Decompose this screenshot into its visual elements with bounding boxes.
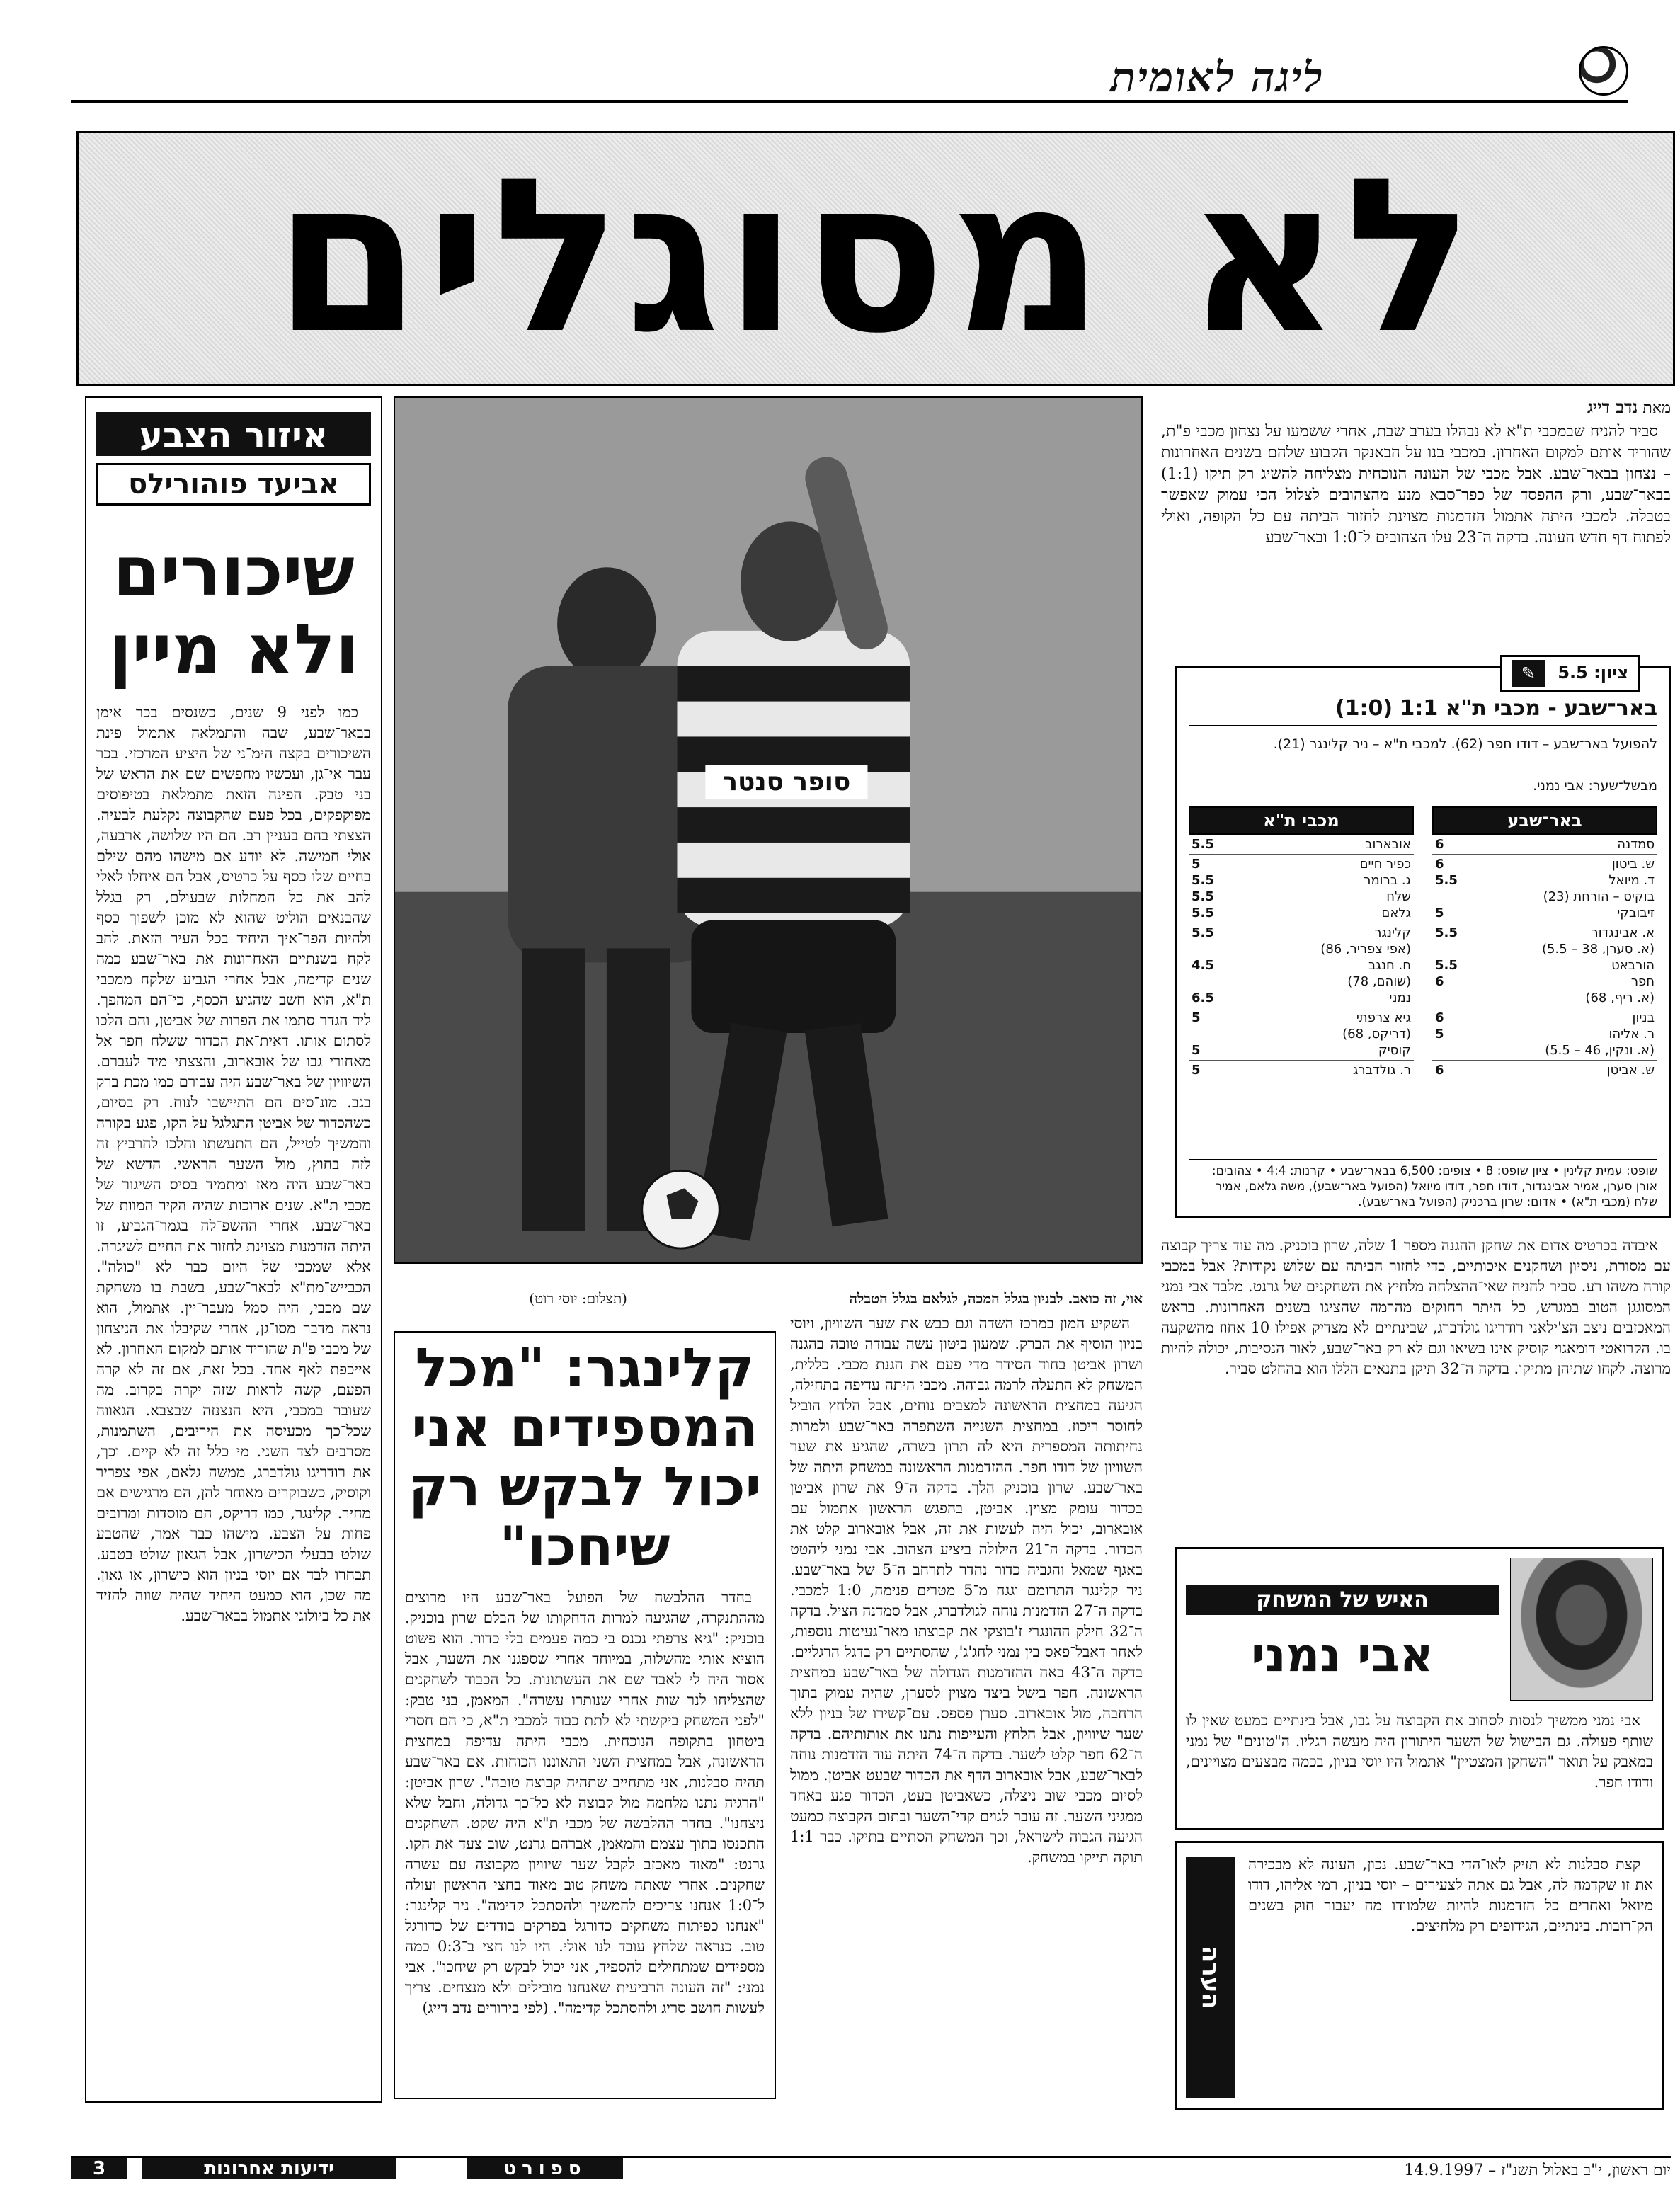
player-name: אבי נמני: [1251, 1628, 1434, 1682]
quotes-headline: קלינגר: "מכל המספידים אני יכול לבקש רק שיחכו": [408, 1336, 762, 1577]
player-grade: 5 5.5 5.5 5.5: [1192, 857, 1214, 920]
player-grade: 5.5 5.5 6: [1435, 925, 1458, 989]
player-name: ר. גולדברג: [1353, 1063, 1411, 1078]
match-notes: שופט: עמית קלינין • ציון שופט: 8 • צופים: 6,500 בבאר־שבע • קרנות: 4:4 • צהובים: אורן סערן, אמיר אבינגדור, דודו חפר, דודו מיואל (הפועל באר־שבע), משה גלאם, אמיר שלח (מכבי ת"א) • אדום: שרון ברכניק (הפועל באר־שבע).: [1189, 1159, 1657, 1210]
home-team-name: באר־שבע: [1432, 806, 1657, 835]
grade-label: ציון: 5.5: [1558, 663, 1628, 683]
player-paragraph: אבי נמני ממשיך לנסות לסחוב את הקבוצה על גבו, אבל בינתיים כמעט שאין לו שותף פעולה. גם הבישול של השער היתורון היה מעשה רגליו. ה"טונים" של נמני במאבק על תואר "השחקן המצטיין" אתמול היו יוסי בניון, בכמה מבצעים מצויינים, ודודו חפר.: [1186, 1712, 1653, 1791]
match-report: [790, 1313, 1143, 1871]
roster-row: [1189, 855, 1414, 923]
player-grade: 5.5 4.5 6.5: [1192, 925, 1214, 1005]
player-grade: 5 5: [1192, 1010, 1201, 1058]
quotes-box: [394, 1331, 776, 2099]
footer-date: יום ראשון, י"ב באלול תשנ"ז – 14.9.1997: [1404, 2162, 1671, 2179]
column-paragraph: כמו לפני 9 שנים, כשנסים בכר אימן בבאר־שבע, שבה והתמלאה אתמול פינת השיכורים בקצה הימ־ני של היציע המרכזי. בכר עבר אי־גן, ועכשיו מחפשים שם את הראש של בני טבק. הפינה הזאת מתמלאת בטיפוסים מפוקפקים, בכל פעם שהקבוצה נקלעת לבעיה. הצצתי בהם בעניין רב. הם היו שלושה, ארבעה, אולי חמישה. לא יודע אם מישהו מהם שילם בחיים שלו כסף על כרטיס, אבל הם איחלו לאלי להב את כל המחלות שבעולם, רק בגלל שהבנאים הוליט שהוא לא מוכן לשפוך כסף ולהיות הפר־איך היחיד בכל העיר הזאת. להב לקח בשנתיים האחרונות את באר־שבע כמה שנים קדימה, אבל אחרי הגביע שלקח ממכבי ת"א, הוא חשב שהגיע הכסף, כי־הם המהפך. ליד הגדר סתמו את הפרות של אביטן, והם הלכו לסתום אותו. דאית־את הכדור ששלח חפר אל מאחורי גבו של אובארוב, והצצתי מיד לעברם. השיוויון של באר־שבע היה עבורם כמו מכת ברק בגב. מונ־סים הם התיישבו לנוח. רק בסיום, כשהכדור של אביטן התגלגל על הקו, פגע בקורה והמשיך לטייל, הם התעשתו והלכו להרביץ זה לזה בחוץ, מול השער הראשי. הדשא של באר־שבע היה מאז ומתמיד בסיס השיגור של מכבי ת"א. שנים ארוכות שהיה הקיר המוות של באר־שבע. אחרי ההשפ־לה בגמר־הגביע, זו היתה הזדמנות מצוינת לחזור את החיים לשיגרה. אלא שמכבי של היום כבר לא "כולה". הכבייש־מת"א לבאר־שבע, בשבת בו משחקת שם מכבי, היה סמל מעבר־יין. אתמול, הוא נראה מדבר מסו־גן, אחרי שקיבלו את הניצחון של מכבי פ"ת שהוריד אותם למקום האחרון. לא אייכפת לאף אחד. בכל זאת, אם זה לא קרה הפעם, קשה לראות שזה יקרה בקרוב. מה שעובר במכבי, היא הנצנזה שבצבא. הגאווה שכל־כך מכעיסה את היריבים, השתמנות, מסרבים לצד השני. מי כלל זה לא קיים. וכך, את רודריגו גולדברג, ממשה גלאם, אפי צפריר וקוסיק, כשבוקרים מאוחר להן, הם מרגישים אם מחיר. קלינגר, כמו דריקס, הם מוסדות ומרובים פחות על הצבע. מישהו כבר אמר, שהטבע שולט בבעלי הכישרון, אבל הגאון שולט בטבע. תבחרו לבד אם יוסי בניון הוא כישרון, או גאון. מה שכן, הוא כמעט היחיד שהיה שווה להזיד את כל ביולוגי אתמול בבאר־שבע.: [96, 704, 371, 1624]
player-name: סמדנה: [1617, 837, 1655, 852]
intro-paragraph: סביר להניח שבמכבי ת"א לא נבהלו בערב שבת, אחרי ששמעו על נצחון מכבי פ"ת, שהוריד אותם למקום האחרון. במכבי בנו על הבאנקר הקבוע שלהם בשנים האחרונות – נצחון בבאר־שבע. אבל מכבי של העונה הנוכחית מצליחה להשיג רק תיקו (1:1) בבאר־שבע, ורק ההפסד של כפר־סבא מנע מהצהובים לצלול הכי עמוק שאפשר בטבלה. למכבי היתה אתמול הזדמנות מצוינת לחזור הביתה עם כל הקופה, ואולי לפתוח דף חדש העונה. בדקה ה־23 עלו הצהובים ל־1:0 ובאר־שבע: [1161, 423, 1671, 547]
article-intro: [1161, 421, 1671, 552]
headline-banner: [76, 131, 1675, 386]
footer-page-number: 3: [71, 2158, 127, 2179]
footer-paper-name: ידיעות אחרונות: [142, 2158, 396, 2179]
article-continuation: [1161, 1236, 1671, 1382]
match-photo-illustration: [395, 398, 1141, 1262]
player-photo: [1510, 1558, 1653, 1701]
soccer-ball-icon: [1579, 46, 1628, 96]
match-goals: להפועל באר־שבע – דודו חפר (62). למכבי ת"א – ניר קלינגר (21).: [1273, 736, 1657, 752]
player-name: ש. ביטון ד. מיואל בוקיס – הורחת (23) זיבובקי: [1543, 857, 1655, 920]
match-summary-box: [1175, 663, 1671, 1218]
game-grade: [1500, 655, 1640, 692]
player-text: [1186, 1711, 1653, 1796]
player-name: א. אבינגדור (א. סערן, 38 – 5.5) הורבאט חפר (א. ריף, 68): [1542, 925, 1655, 1005]
quotes-paragraph: בחדר ההלבשה של הפועל באר־שבע היו מרוצים מההתנקרה, שהגיעה למרות הדחקותו של הבלם שרון בוכניק. בוכניק: "גיא צרפתי נכנס בי כמה פעמים בלי כדור. הוא פשוט הוציא אותי מהשלוה, במיוחד אחרי שספגנו את השער, אבל אסור היה לי לאבד שם את העשתונות. כל הכבוד לשחקנים שהצליחו לנר שות אחרי שנותרו עשרה". המאמן, בני טבק: "לפני המשחק ביקשתי לא לתת כבוד למכבי ת"א, כי הם חסרי ביטחון בתקופה הנוכחית. מכבי היתה עדיפה במחצית הראשונה, אבל במחצית השני התאוננו הכוחות. אם באר־שבע תהיה סבלנות, אני מתחייב שתהיה קבוצה טובה". שרון אביטן: "הרגיה נתנו מלחמה מול קבוצה לא כל־כך גדולה, וחבל שלא ניצחנו". בחדר ההלבשה של מכבי ת"א היה שקט. השחקנים התכנסו בתוך עצמם והמאמן, אברהם גרנט, שוב צעד את הקו. גרנט: "מאוד מאכזב לקבל שער שיוויון מקבוצה עם עשרה שחקנים. אחרי שאתה משחק טוב מאוד בחצי הראשון ועולה ל־1:0 אנחנו צריכים להמשיך ולהסתכל קדימה". ניר קלינגר: "אנחנו כפיתוח משחקים כדורגל בפרקים בודדים של כדורגל טוב. כנראה שלחץ עובד לנו אולי. היו לנו חצי ב־0:3 כמה מספידים שמתחילים להספיד, אני יכול לבקש רק שיחכו". אבי נמני: "זה העונה הרביעית שאנחנו מובילים ולא מנצחים. צריך לעשות חושב סריג ולהסתכל קדימה". (לפי בירורים נדב דייג): [405, 1589, 765, 2016]
player-of-match-label: האיש של המשחק: [1186, 1585, 1499, 1615]
player-name: ש. אביטן: [1606, 1063, 1655, 1078]
roster-row: [1189, 923, 1414, 1008]
column-author: אביעד פוהורילס: [96, 463, 371, 506]
photo-caption: אוי, זה כואב. לבניון בגלל המכה, לגלאם בגלל הטבלה: [849, 1290, 1143, 1307]
roster-row: [1189, 1008, 1414, 1061]
match-title: באר־שבע - מכבי ת"א 1:1 (1:0): [1189, 696, 1657, 726]
player-name: בניון ר. אליהו (א. ונקין, 46 – 5.5): [1545, 1010, 1655, 1058]
whistle-icon: ✎: [1512, 660, 1545, 687]
roster-row: [1432, 1061, 1657, 1080]
roster-row: [1432, 835, 1657, 855]
match-assist: מבשל־שער: אבי נמני.: [1533, 778, 1657, 794]
home-team-roster: [1432, 806, 1657, 1080]
league-title: ליגה לאומית: [1110, 53, 1324, 101]
player-grade: 6: [1435, 837, 1444, 852]
byline: [1161, 396, 1671, 418]
player-grade: 6 5.5 5: [1435, 857, 1458, 920]
color-zone-column: [85, 396, 382, 2103]
player-grade: 5.5: [1192, 837, 1214, 852]
note-paragraph: קצת סבלנות לא תזיק לאו־הדי באר־שבע. נכון, העונה לא מבכירה את זו שקדמה לה, אבל גם אתה לצעירים – יוסי בניון, רמי אליהו, דודו מיואל ואחרים כל הזדמנות להיות שלמוודו מה יעבור חוק בשנים הק־רובות. בינתיים, הגידופים רק מלחיצים.: [1248, 1856, 1653, 1934]
player-name: אובארוב: [1365, 837, 1411, 852]
roster-row: [1432, 1008, 1657, 1061]
column-title: איזור הצבע: [96, 412, 371, 456]
shirt-sponsor: סופר סנטר: [722, 767, 851, 797]
byline-prefix: מאת: [1642, 399, 1671, 417]
column-headline: שיכורים ולא מיין: [108, 532, 359, 689]
article-paragraph: איבדה בכרטיס אדום את שחקן ההגנה מספר 1 שלה, שרון בוכניק. מה עוד צריך קבוצה עם מסורת, ניסיון ושחקנים איכותיים, כדי לחזור הביתה עם שלוש נקודות? אבל במכבי קורה משהו רע. סביר להניח שאי־ההצלחה מלחיץ את השחקנים של גרנט. מלבד אבי נמני המסוגגן הטוב במגרש, כל היתר רחוקים מהרמה שהציגו בשנים האחרונות. בראש המאכזבים ניצב הצ'ילאני רודריגו גולדברג, שבינתיים לא מצדיק אפילו 10 אחוז מהשקעה בו. הקרואטי דומאגוי קוסיק אינו בשיאו וגם לא רק באר־שבע, לאור הנסיבות, יכולה להיות מרוצה. לקחו שתיהן מתיקו. בדקה ה־32 תיקן בתנאים הללו הוא בהחלט סביר.: [1161, 1237, 1671, 1377]
note-tag: הערה: [1186, 1857, 1235, 2098]
away-team-roster: [1189, 806, 1414, 1080]
player-grade: 6: [1435, 1063, 1444, 1078]
byline-author: נדב דייג: [1587, 396, 1638, 417]
player-name: כפיר חיים ג. ברומר שלח גלאם: [1359, 857, 1411, 920]
player-of-match-box: [1175, 1547, 1664, 1830]
player-name: גיא צרפתי (דריקס, 68) קוסיק: [1342, 1010, 1411, 1058]
note-box: [1175, 1841, 1664, 2110]
player-grade: 5: [1192, 1063, 1201, 1078]
away-team-name: מכבי ת"א: [1189, 806, 1414, 835]
player-name: קלינגר (אפי צפריר, 86) ח. חנגב (שוהם, 78) נמני: [1320, 925, 1411, 1005]
main-headline: לא מסוגלים: [273, 133, 1478, 380]
report-paragraph: השקיע המון במרכז השדה וגם כבש את שער השוויון, ויוסי בניון הוסיף את הברק. שמעון ביטון עשה עבודה טובה בהגנה ושרון אביטן בחוד הסידר מדי פעם את הגנת מכבי. כללית, המשחק לא התעלה לרמה גבוהה. מכבי היתה עדיפה בתחילה, הגיעה במחצית הראשונה למצבים נוחים, אבל הלחץ הוביל לחוסר ריכוז. במחצית השנייה השתפרה באר־שבע ולמרות נחיתותה המספרית היא לה תרון בשרה, שהגיע את שער השוויון של דודו חפר. ההזדמנות הראשונה במשחק היתה של באר־שבע. שרון בוכניק הלך. בדקה ה־9 את שרון אביטן בכדור עומק מצוין. אביטן, בהפגש הראשון אתמול עם אובארוב, יכול היה לעשות את זה, אבל אובארוב קלט את הכדור. בדקה ה־21 הילולה ביציע הצהוב. אבי נמני ליהטט באגף שמאל והגביה כדור נהדר לתרחב ה־5 של באר־שבע. ניר קלינגר התרומם וגגח מ־5 מטרים פנימה, 1:0 למכבי. בדקה ה־27 הזדמנות נוחה לגולדברג, אבל סמדנה הציל. בדקה ה־32 חילק ההונגרי ז'בוצקי את קבוצתו מאר־געיטות נוספות, לאחר דאבל־פאס בין נמני לחג'ג', שהסתיים רק בדגל הרגליים. בדקה ה־43 באה ההזדמנות הגדולה של באר־שבע במחצית הראשונה. חפר בישל ביצד מצוין לסערן, שהיה עמוק בתוך הרחבה, מול אובארוב. סערן פספס. עם־קשירו של בניון ללא שער שיוויון, אבל הלחץ והעייפות נתנו את אותותיהם. בדקה ה־62 חפר קלט לשער. בדקה ה־74 היתה עוד הזדמנות נוחה לבאר־שבע, אבל אובארוב הדף את הכדור שבעט אביטן. ממול לסיום מכבי שוב ניצלה, כשאביטן בעט, הכדור פגע באחד ממגיני השער. זה עובר לגוים קדי־השער ובתום הקבוצה כמעט הגיעה הגבוה לישראל, וכך המשחק הסתיים בתיקו. כבר 1:1 תוקה תייקו במשחק.: [790, 1315, 1143, 1866]
league-header: [71, 53, 1628, 103]
quotes-text: [405, 1587, 765, 2021]
roster-row: [1189, 835, 1414, 855]
match-photo: [394, 396, 1143, 1264]
column-text: [96, 702, 371, 1629]
page-footer: [71, 2156, 1671, 2181]
roster-row: [1432, 923, 1657, 1008]
note-text: [1248, 1854, 1653, 1939]
player-grade: 6 5: [1435, 1010, 1444, 1042]
roster-row: [1432, 855, 1657, 923]
roster-row: [1189, 1061, 1414, 1080]
photo-credit: (תצלום: יוסי רוט): [529, 1290, 627, 1307]
footer-section: ספורט: [467, 2158, 623, 2179]
